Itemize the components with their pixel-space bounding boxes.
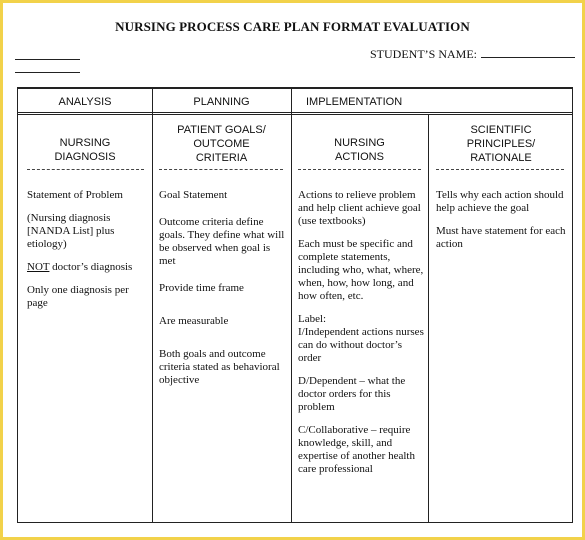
planning-item: Goal Statement: [159, 189, 228, 201]
student-name-label: STUDENT’S NAME:: [370, 47, 477, 61]
planning-column: [159, 189, 287, 397]
subheader-patient-goals: [152, 123, 291, 165]
care-plan-table: [17, 87, 573, 523]
date-blank-line-1[interactable]: [15, 59, 80, 60]
subheader-line: OUTCOME: [193, 138, 250, 150]
dashed-separator: [159, 169, 283, 170]
header-analysis: ANALYSIS: [58, 96, 112, 108]
implementation-item: Each must be specific and complete statements, including who, what, where, when, how, how long, and how often, etc.: [298, 238, 424, 302]
subheader-line: CRITERIA: [195, 152, 248, 164]
dashed-separator: [298, 169, 421, 170]
date-blank-line-2[interactable]: [15, 72, 80, 73]
dashed-separator: [436, 169, 564, 170]
subheader-scientific-principles: [428, 123, 574, 165]
subheader-line: RATIONALE: [470, 152, 532, 164]
column-divider: [428, 115, 429, 522]
header-divider: [18, 114, 572, 115]
not-underlined: NOT: [27, 261, 50, 273]
header-planning: PLANNING: [193, 96, 250, 108]
rationale-column: [436, 189, 566, 261]
rationale-item: Tells why each action should help achieve the goal: [436, 189, 564, 214]
analysis-column: [27, 189, 147, 320]
not-doctors-diagnosis: [27, 261, 147, 274]
subheader-line: DIAGNOSIS: [54, 151, 116, 163]
document-page: [3, 3, 582, 537]
header-divider: [18, 112, 572, 113]
dashed-separator: [27, 169, 144, 170]
nursing-diagnosis-note: (Nursing diagnosis [NANDA List] plus etiology): [27, 212, 115, 250]
subheader-line: NURSING: [59, 137, 111, 149]
subheader-nursing-diagnosis: [18, 136, 152, 164]
implementation-item: Actions to relieve problem and help client achieve goal (use textbooks): [298, 189, 421, 227]
student-name-blank[interactable]: [481, 47, 575, 58]
implementation-item: Label:: [298, 313, 327, 325]
doctors-diagnosis-text: doctor’s diagnosis: [49, 261, 133, 273]
student-name-field: [370, 47, 575, 62]
planning-item: Provide time frame: [159, 282, 244, 294]
subheader-line: PRINCIPLES/: [466, 138, 536, 150]
subheader-line: ACTIONS: [335, 151, 384, 163]
implementation-column: [298, 189, 426, 486]
subheader-nursing-actions: [291, 136, 428, 164]
planning-item: Both goals and outcome criteria stated as behavioral objective: [159, 348, 280, 386]
implementation-item: D/Dependent – what the doctor orders for this problem: [298, 375, 406, 413]
subheader-line: PATIENT GOALS/: [177, 124, 266, 136]
document-title: NURSING PROCESS CARE PLAN FORMAT EVALUATION: [115, 19, 470, 34]
implementation-item: C/Collaborative – require knowledge, skill, and expertise of another health care professional: [298, 424, 415, 475]
subheader-line: SCIENTIFIC: [470, 124, 532, 136]
planning-item: Are measurable: [159, 315, 229, 327]
one-diagnosis-note: Only one diagnosis per page: [27, 284, 129, 309]
planning-item: Outcome criteria define goals. They define what will be observed when goal is met: [159, 216, 285, 267]
header-implementation: IMPLEMENTATION: [306, 96, 403, 108]
statement-of-problem: Statement of Problem: [27, 189, 123, 201]
rationale-item: Must have statement for each action: [436, 225, 566, 250]
subheader-line: NURSING: [334, 137, 385, 149]
implementation-item: I/Independent actions nurses can do without doctor’s order: [298, 326, 424, 364]
